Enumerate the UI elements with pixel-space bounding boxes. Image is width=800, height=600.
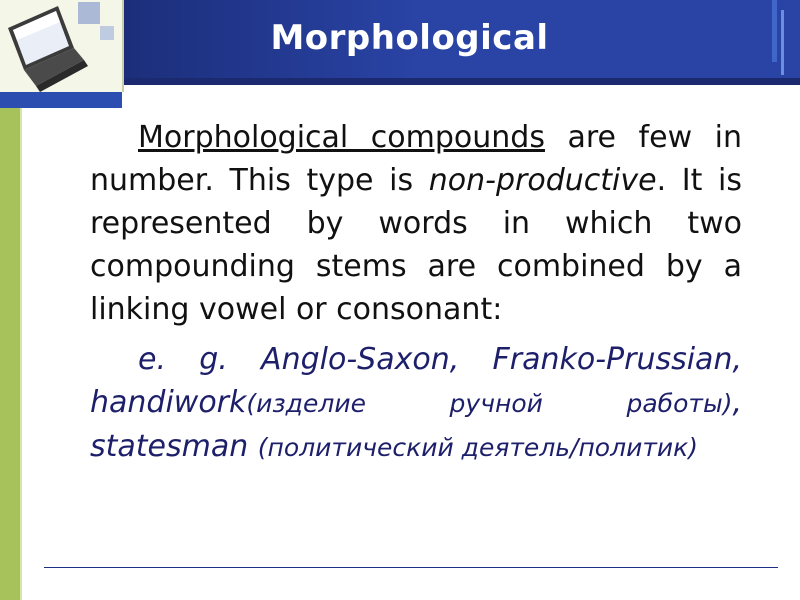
header-stripe xyxy=(122,78,800,85)
examples-middle: , statesman xyxy=(90,385,742,464)
paragraph-text-2: . It is represented by words in which two compounding stems are combined by a linking vowel or consonant: xyxy=(90,163,742,327)
logo-accent-bar xyxy=(0,92,122,108)
header-accent-bar-thin xyxy=(781,10,784,75)
left-green-stripe xyxy=(0,108,20,600)
logo-area xyxy=(0,0,124,92)
term-underlined: Morphological compounds xyxy=(138,120,545,155)
footer-divider xyxy=(44,567,778,568)
header-accent-bar xyxy=(772,0,777,62)
slide-content xyxy=(90,116,742,469)
left-green-stripe-thin xyxy=(20,108,22,600)
productive-word: non-productive xyxy=(428,163,657,198)
definition-paragraph xyxy=(90,116,742,331)
examples-lead: e. g. Anglo-Saxon, Franko-Prussian, handiwork xyxy=(90,342,742,420)
paragraph-text-1: are few in number. This type is xyxy=(90,120,742,198)
slide-title: Morphological xyxy=(270,18,549,58)
examples-paragraph xyxy=(90,338,742,469)
examples-gloss-2: (политический деятель/политик) xyxy=(257,433,698,462)
examples-gloss-1: (изделие ручной работы) xyxy=(246,389,733,418)
computer-monitor-icon xyxy=(0,0,122,92)
